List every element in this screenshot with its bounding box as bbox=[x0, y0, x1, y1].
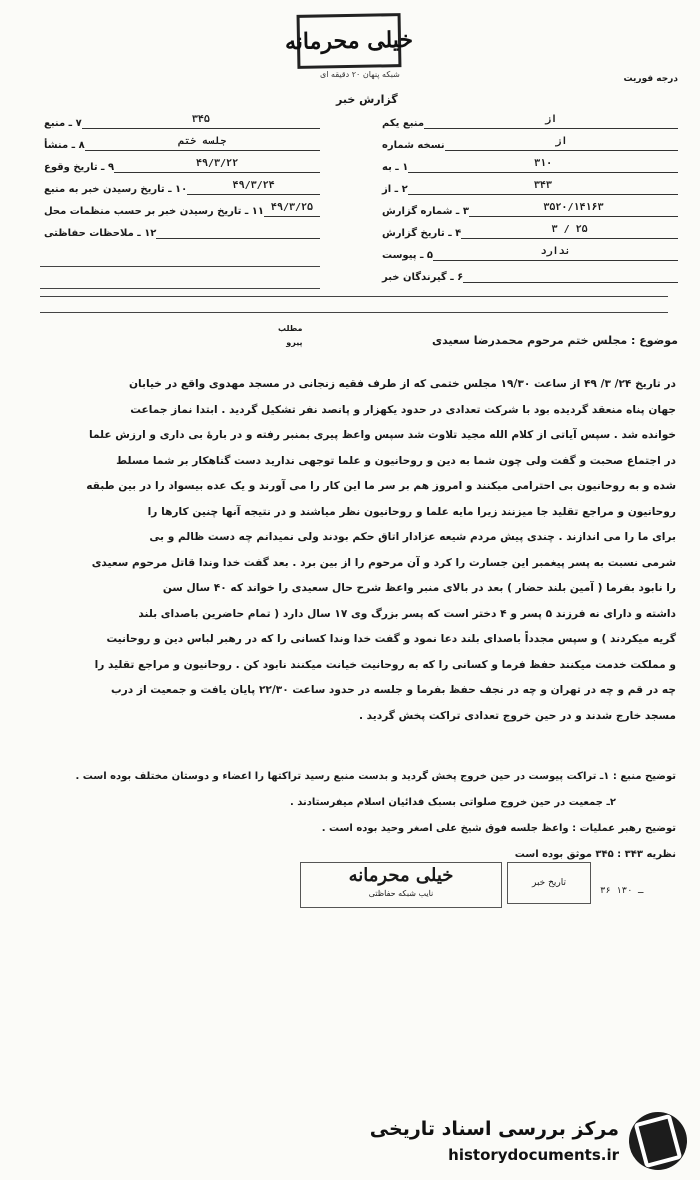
date-stamp: تاریخ خبر bbox=[507, 862, 591, 904]
blank-line bbox=[40, 266, 320, 267]
field-occurrence-date: ۹ ـ تاریخ وقوع ۴۹/۳/۲۲ bbox=[40, 158, 320, 173]
field-report-number: ۳ ـ شماره گزارش ۳۵۲۰/۱۴۱۶۳ bbox=[378, 202, 678, 217]
field-copy-number: نسخه شماره از bbox=[378, 136, 678, 151]
field-attachment: ۵ ـ پیوست ندارد bbox=[378, 246, 678, 261]
branding-name: مرکز بررسی اسناد تاریخی bbox=[369, 1118, 619, 1140]
document-type: گزارش خبر bbox=[336, 93, 398, 106]
urgency-label: درجه فوریت bbox=[623, 74, 678, 84]
stamp-title: خیلی محرمانه bbox=[284, 26, 414, 56]
blank-line bbox=[40, 288, 320, 289]
field-report-date: ۴ ـ تاریخ گزارش ۲۵ / ۳ bbox=[378, 224, 678, 239]
field-from: ۲ ـ از ۳۴۳ bbox=[378, 180, 678, 195]
branding-watermark bbox=[369, 1110, 695, 1174]
report-notes: توضیح منبع : ۱ـ تراکت پیوست در حین خروج پخش گردید و بدست منبع رسید تراکتها را اعضاء و دوستان مختلف بوده است . ۲ـ جمعیت در حین خروج صلواتی بسبک فدائیان اسلام میفرستادند . توضیح رهبر عملیات : واعظ جلسه فوق شیخ علی اصغر وحید بوده است . نظریه ۳۴۳ : ۳۴۵ موثق بوده است bbox=[75, 771, 676, 860]
branding-url: historydocuments.ir bbox=[448, 1146, 619, 1164]
field-to: ۱ ـ به ۳۱۰ bbox=[378, 158, 678, 173]
field-receipt-date-local: ۱۱ ـ تاریخ رسیدن خبر بر حسب منظمات محل ۴۹/۳/۲۵ bbox=[40, 202, 320, 217]
archive-logo-icon bbox=[629, 1112, 687, 1170]
footer-code: ۳۶ ـ ۱۳۰ bbox=[600, 886, 644, 896]
field-source: ۷ ـ منبع ۳۴۵ bbox=[40, 114, 320, 129]
classification-stamp bbox=[284, 13, 414, 69]
separator-line bbox=[40, 312, 668, 313]
field-recipients: ۶ ـ گیرندگان خبر bbox=[378, 268, 678, 283]
subject-line: موضوع : مجلس ختم مرحوم محمدرضا سعیدی مطلب پیرو bbox=[38, 334, 678, 347]
field-security-notes: ۱۲ ـ ملاحظات حفاظتی bbox=[40, 224, 320, 239]
signature-stamp: خیلی محرمانه نایب شبکه حفاظتی bbox=[300, 862, 502, 908]
field-source-first: منبع یکم از bbox=[378, 114, 678, 129]
field-origin: ۸ ـ منشأ جلسه ختم bbox=[40, 136, 320, 151]
report-body: در تاریخ ۲۴/ ۳/ ۴۹ از ساعت ۱۹/۳۰ مجلس ختمی که از طرف فقیه زنجانی در مسجد مهدوی واقع در خیابان جهان پناه منعقد گردیده بود با شرکت تعدادی در حدود یکهزار و پانصد نفر تشکیل گردید . ابتدا نماز جماعت خوانده شد . سپس آیاتی از کلام الله مجید تلاوت شد سپس واعظ پیری بمنبر رفته و در بارهٔ بی داری و ارزش علما در اجتماع صحبت و گفت ولی چون شما به دین و روحانیون و علما توجهی ندارید دست گناهکار بر شما مسلط شده و به روحانیون بی احترامی میکنند و امروز هم بر سر ما این کار را می آورند و یک عده بیسواد را در بین طبقه روحانیون و مراجع تقلید جا میزنند زیرا مایه علما و روحانیون نظر میاشند و در نتیجه آنها چنین کارها را برای ما را می اندازند . چندی پیش مردم شیعه عزادار اتاق حکم بودند ولی نمیدانم چه دست ظالم و بی شرمی نسبت به پسر پیغمبر این جسارت را کرد و آن مرحوم را از بین برد . بعد گفت خدا وندا قاتل مرحوم سعیدی را نابود بفرما ( آمین بلند حضار ) بعد در بالای منبر واعظ شرح حال سعیدی را خواند که ۴۰ سال سن داشته و دارای نه فرزند ۵ پسر و ۴ دختر است که پسر بزرگ وی ۱۷ سال دارد ( تمام حاضرین باصدای بلند گریه میکردند ) و سپس مجدداً باصدای بلند دعا نمود و گفت خدا وندا کسانی را که در رهبر لباس دین و روحانیت و مملکت خدمت میکنند حفظ فرما و کسانی را که به روحانیت خیانت میکنند نابود کن . روحانیون و مراجع تقلید را چه در قم و چه در تهران و چه در نجف حفظ بفرما و جلسه در حدود ساعت ۲۲/۳۰ پایان یافت و جمعیت از درب مسجد خارج شدند و در حین خروج تعدادی تراکت پخش گردید . bbox=[86, 378, 676, 722]
subject-side-labels: مطلب پیرو bbox=[278, 324, 303, 347]
stamp-subtitle: شبکه پنهان ۲۰ دقیقه ای bbox=[320, 70, 400, 79]
field-receipt-date-source: ۱۰ ـ تاریخ رسیدن خبر به منبع ۴۹/۳/۲۴ bbox=[40, 180, 320, 195]
blank-line bbox=[40, 296, 668, 297]
